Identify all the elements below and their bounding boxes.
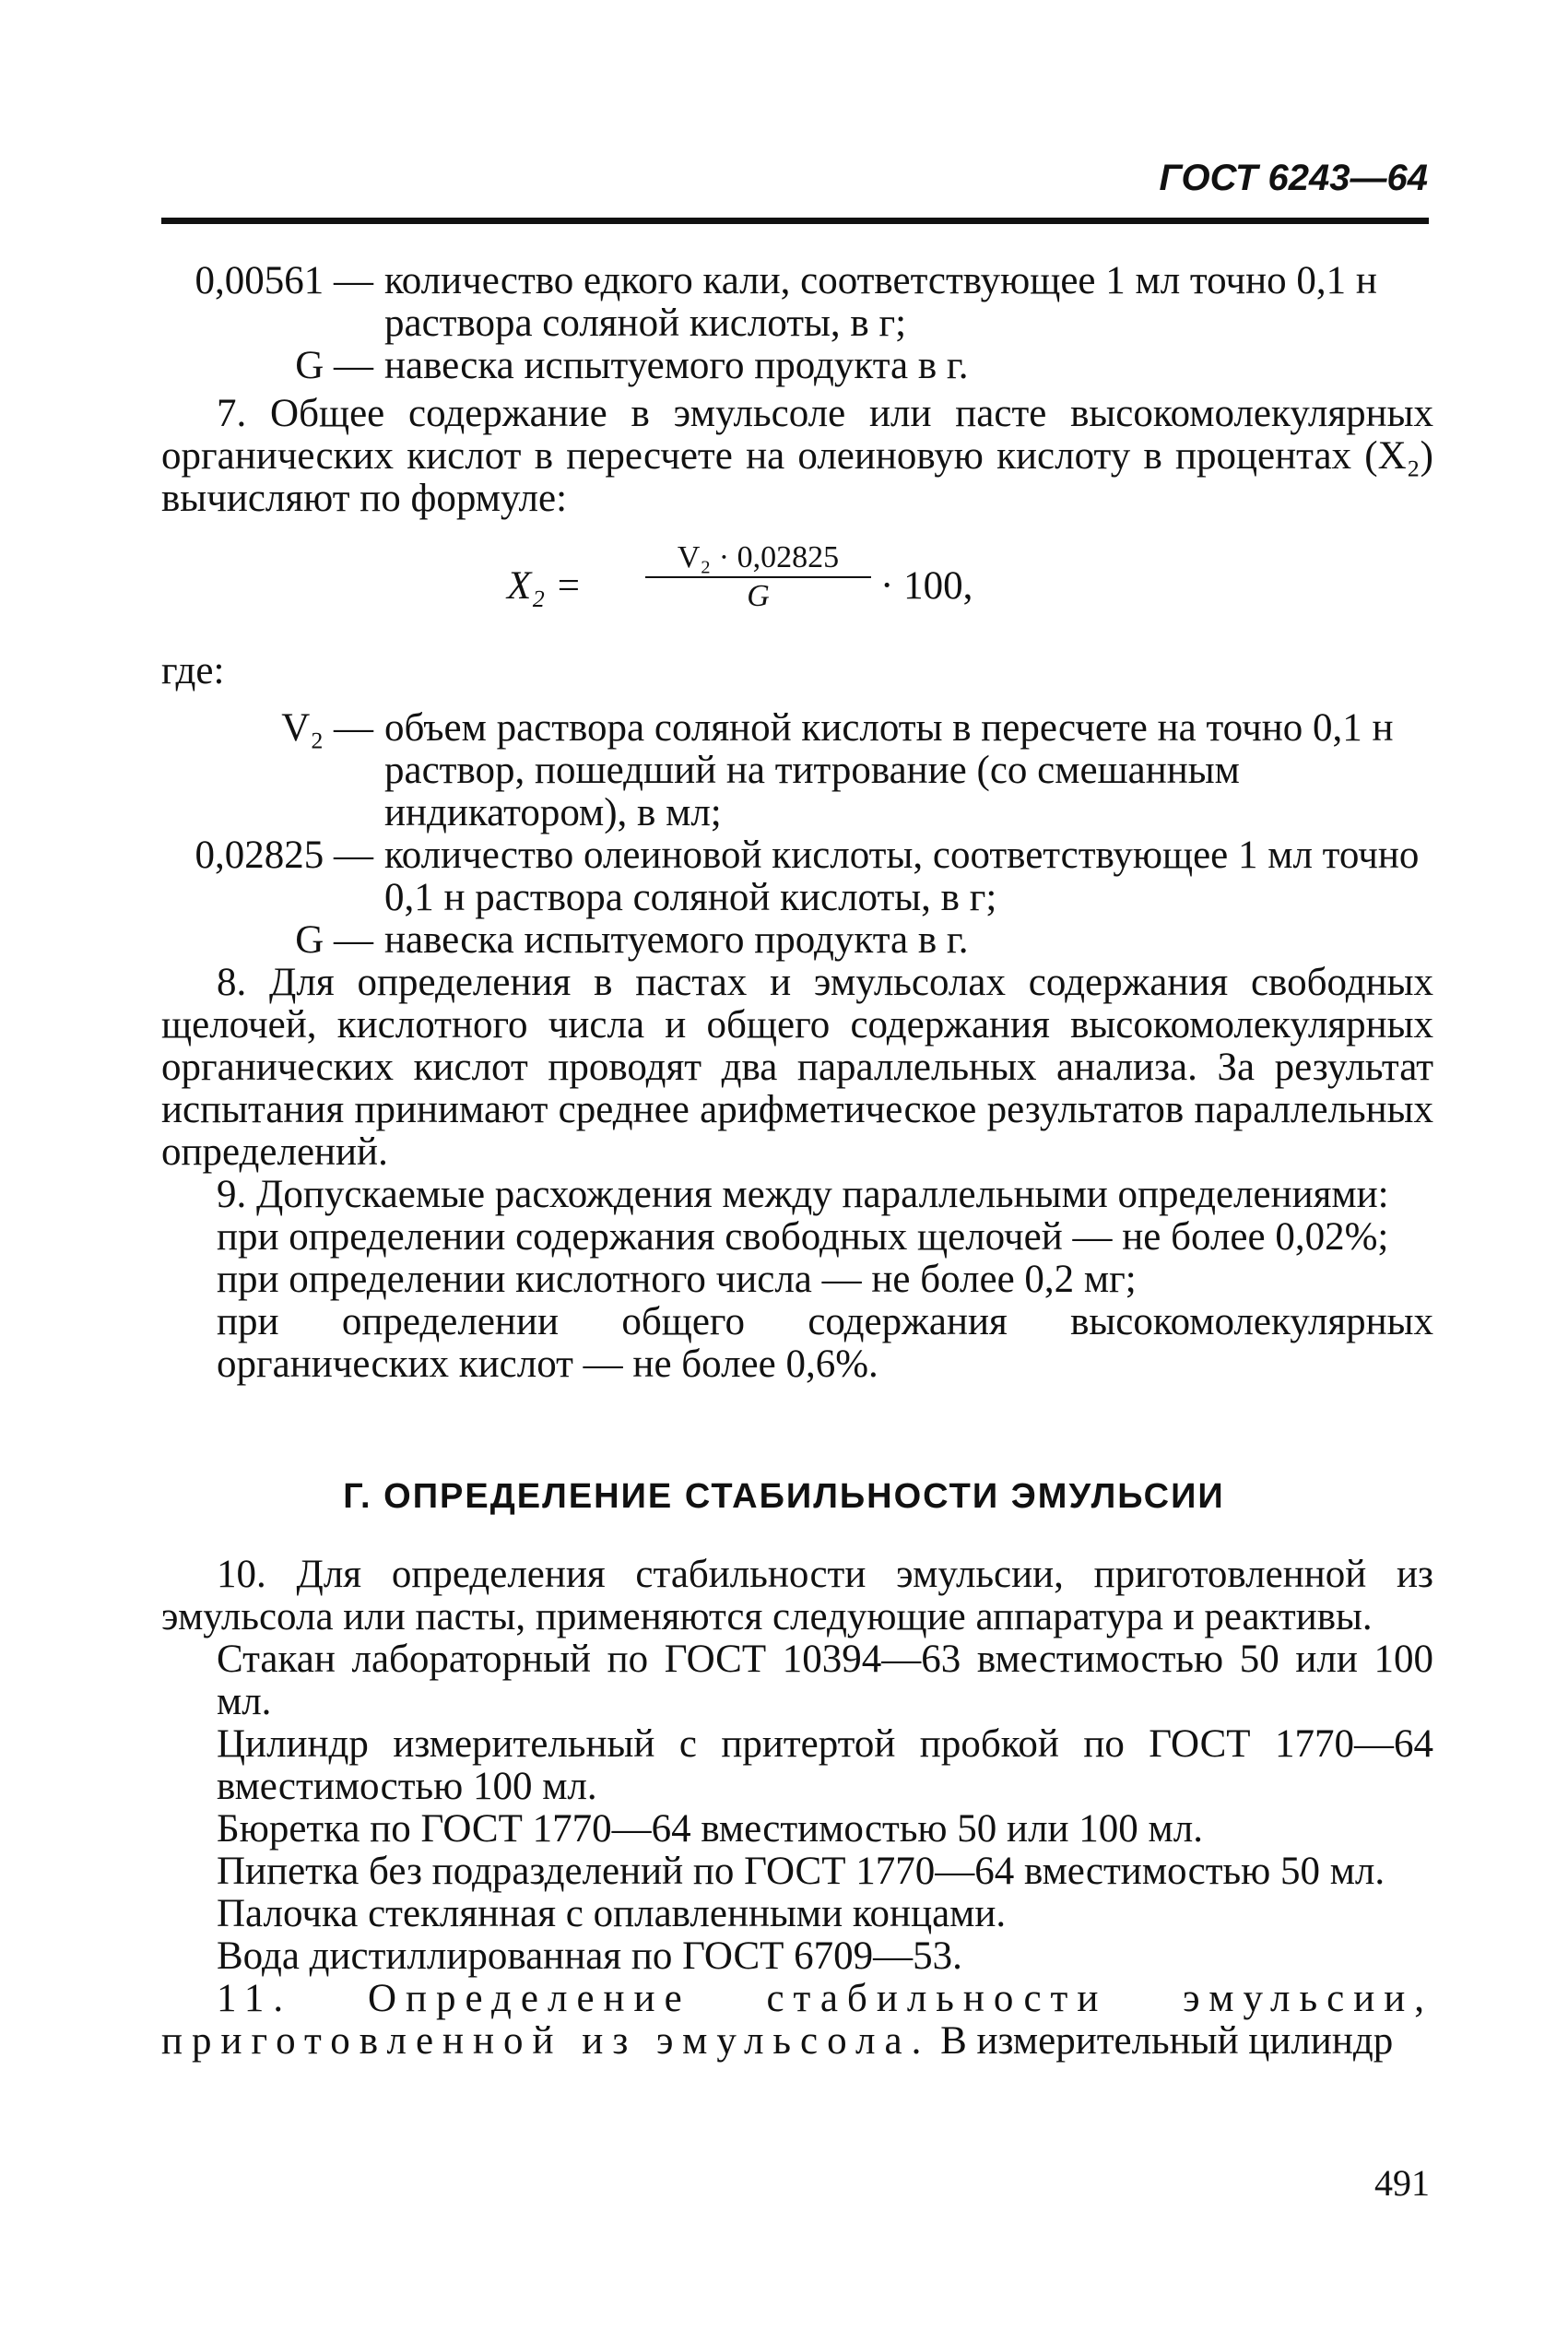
- definition-text: навеска испытуемого продукта в г.: [384, 344, 969, 387]
- formula-fraction: [645, 539, 871, 615]
- definition-term: G —: [295, 918, 373, 962]
- page-number: 491: [1374, 2162, 1430, 2204]
- equipment-item: Вода дистиллированная по ГОСТ 6709—53.: [217, 1934, 962, 1978]
- paragraph-10: 10. Для определения стабильности эмульсии, приготовленной из эмульсола или пасты, применяются следующие аппаратура и реактивы.: [161, 1553, 1433, 1638]
- definition-row: [161, 260, 1433, 345]
- equipment-item: Стакан лабораторный по ГОСТ 10394—63 вместимостью 50 или 100 мл.: [217, 1638, 1433, 1723]
- definitions-block-1: [161, 260, 1433, 520]
- formula-numerator: V₂ · 0,02825: [645, 539, 871, 578]
- equipment-item: Цилиндр измерительный с притертой пробкой по ГОСТ 1770—64 вместимостью 100 мл.: [217, 1722, 1433, 1808]
- formula-rhs: · 100,: [880, 564, 973, 608]
- section-body: [161, 1554, 1433, 2063]
- header-rule: [161, 218, 1429, 224]
- definition-term: 0,00561 —: [195, 259, 373, 302]
- tolerance-item: при определении кислотного числа — не более 0,2 мг;: [217, 1258, 1137, 1301]
- formula: [0, 539, 1568, 641]
- paragraph-8: 8. Для определения в пастах и эмульсолах содержания свободных щелочей, кислотного числа и общего содержания высокомолекулярных органических кислот проводят два параллельных анализа. За результат испытания принимают среднее арифметическое результатов параллельных определений.: [161, 961, 1433, 1174]
- equipment-item: Бюретка по ГОСТ 1770—64 вместимостью 50 или 100 мл.: [217, 1807, 1203, 1851]
- definition-term: V₂ —: [281, 706, 373, 750]
- tolerance-item: при определении содержания свободных щелочей — не более 0,02%;: [217, 1215, 1389, 1259]
- definition-row: [161, 345, 1433, 387]
- formula-lhs: X₂ =: [507, 564, 582, 608]
- equipment-item: Палочка стеклянная с оплавленными концами.: [217, 1892, 1007, 1935]
- definition-row: [161, 834, 1433, 919]
- definition-term: G —: [295, 344, 373, 387]
- section-title: Г. ОПРЕДЕЛЕНИЕ СТАБИЛЬНОСТИ ЭМУЛЬСИИ: [343, 1477, 1225, 1516]
- definition-term: 0,02825 —: [195, 834, 373, 877]
- paragraph-11-text: В измерительный цилиндр: [930, 2019, 1394, 2063]
- definition-text: навеска испытуемого продукта в г.: [384, 918, 969, 962]
- definition-row: [161, 919, 1433, 962]
- formula-denominator: G: [747, 579, 770, 613]
- paragraph-9: 9. Допускаемые расхождения между параллельными определениями:: [217, 1173, 1389, 1216]
- where-label: где:: [161, 649, 225, 692]
- definition-row: [161, 707, 1433, 834]
- definitions-block-2: [161, 650, 1433, 1386]
- definition-text: количество едкого кали, соответствующее 1 мл точно 0,1 н раствора соляной кислоты, в г;: [384, 259, 1377, 345]
- equipment-item: Пипетка без подразделений по ГОСТ 1770—64 вместимостью 50 мл.: [217, 1850, 1385, 1893]
- tolerance-item: при определении общего содержания высокомолекулярных органических кислот — не более 0,6%.: [217, 1300, 1433, 1386]
- definition-text: объем раствора соляной кислоты в пересчете на точно 0,1 н раствор, пошедший на титрование (со смешанным индикатором), в мл;: [384, 706, 1394, 834]
- paragraph-11: [161, 1978, 1433, 2063]
- paragraph-11-heading: 11. Определение стабильности эмульсии, приготовленной из эмульсола.: [161, 1977, 1433, 2063]
- document-header: ГОСТ 6243—64: [1159, 158, 1428, 198]
- definition-text: количество олеиновой кислоты, соответствующее 1 мл точно 0,1 н раствора соляной кислоты, в г;: [384, 834, 1420, 919]
- paragraph-7: 7. Общее содержание в эмульсоле или пасте высокомолекулярных органических кислот в пересчете на олеиновую кислоту в процентах (X₂) вычисляют по формуле:: [161, 392, 1433, 520]
